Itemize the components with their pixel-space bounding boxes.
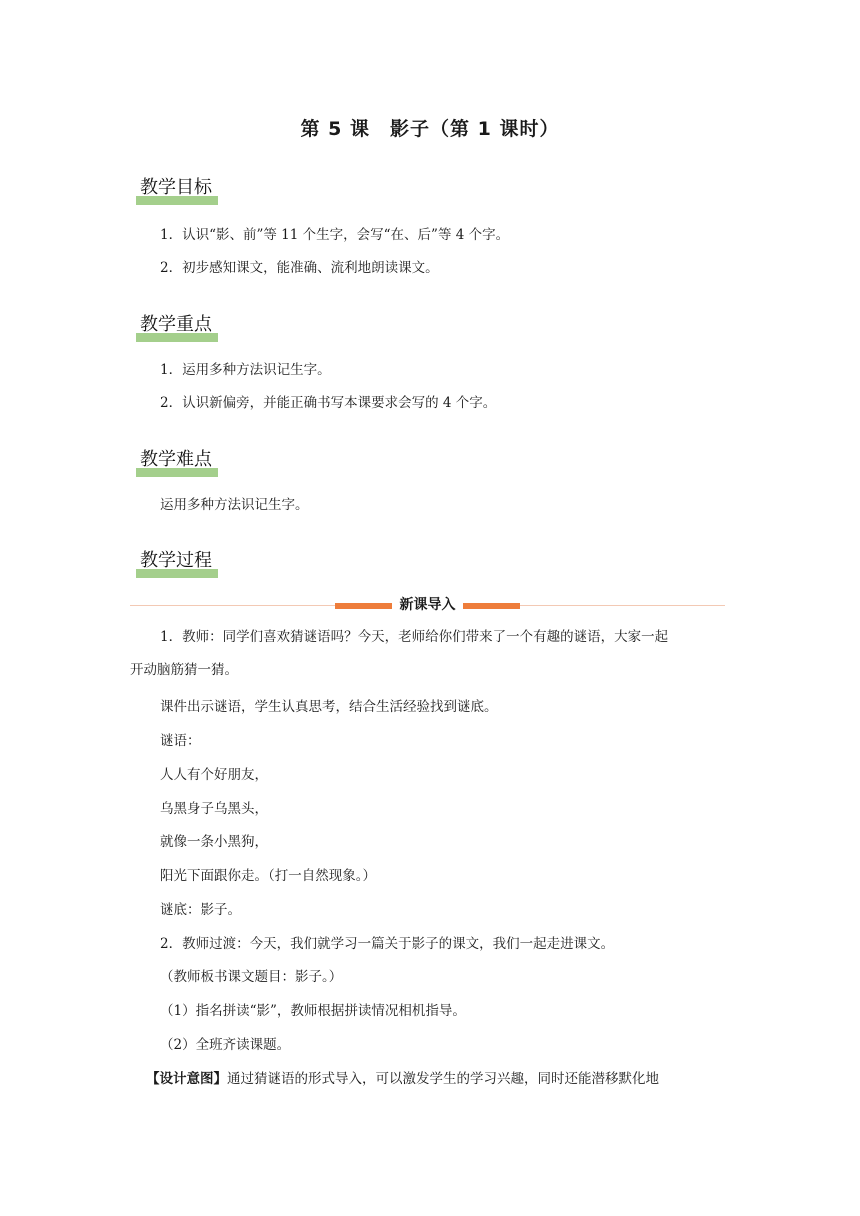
divider-line-left <box>130 605 335 606</box>
section-heading-label: 教学重点 <box>140 314 212 335</box>
process-line: 谜语： <box>160 733 201 749</box>
subsection-heading: 新课导入 <box>399 597 456 613</box>
process-line: （2）全班齐读课题。 <box>160 1037 291 1053</box>
riddle-line: 阳光下面跟你走。（打一自然现象。） <box>160 868 376 884</box>
process-line: 开动脑筋猜一猜。 <box>130 662 238 678</box>
section-heading-label: 教学难点 <box>140 449 212 470</box>
riddle-line: 人人有个好朋友， <box>160 767 268 783</box>
page-title: 第 5 课 影子（第 1 课时） <box>300 118 560 140</box>
keypoint-item: 1．运用多种方法识记生字。 <box>160 362 331 378</box>
difficulty-item: 运用多种方法识记生字。 <box>160 497 309 513</box>
process-line: （教师板书课文题目：影子。） <box>160 969 343 985</box>
design-intent <box>146 1069 659 1089</box>
divider-accent-right <box>463 603 520 609</box>
section-heading-keypoints <box>138 313 214 343</box>
process-line: 课件出示谜语，学生认真思考，结合生活经验找到谜底。 <box>160 699 498 715</box>
riddle-line: 乌黑身子乌黑头， <box>160 801 268 817</box>
goal-item: 2．初步感知课文，能准确、流利地朗读课文。 <box>160 260 439 276</box>
goal-item: 1．认识“影、前”等 11 个生字，会写“在、后”等 4 个字。 <box>160 227 510 243</box>
section-heading-label: 教学目标 <box>140 177 212 198</box>
design-intent-text: 通过猜谜语的形式导入，可以激发学生的学习兴趣，同时还能潜移默化地 <box>227 1071 659 1087</box>
process-line: 2．教师过渡：今天，我们就学习一篇关于影子的课文，我们一起走进课文。 <box>160 936 615 952</box>
keypoint-item: 2．认识新偏旁，并能正确书写本课要求会写的 4 个字。 <box>160 395 497 411</box>
section-heading-process <box>138 549 214 579</box>
divider-accent-left <box>335 603 392 609</box>
riddle-answer: 谜底：影子。 <box>160 902 241 918</box>
process-line: 1．教师：同学们喜欢猜谜语吗？今天，老师给你们带来了一个有趣的谜语，大家一起 <box>160 629 669 645</box>
section-heading-goals <box>138 176 214 206</box>
design-intent-tag: 【设计意图】 <box>146 1071 227 1087</box>
process-line: （1）指名拼读“影”，教师根据拼读情况相机指导。 <box>160 1003 466 1019</box>
divider-line-right <box>520 605 725 606</box>
section-heading-label: 教学过程 <box>140 550 212 571</box>
riddle-line: 就像一条小黑狗， <box>160 834 268 850</box>
section-heading-difficulties <box>138 448 214 478</box>
